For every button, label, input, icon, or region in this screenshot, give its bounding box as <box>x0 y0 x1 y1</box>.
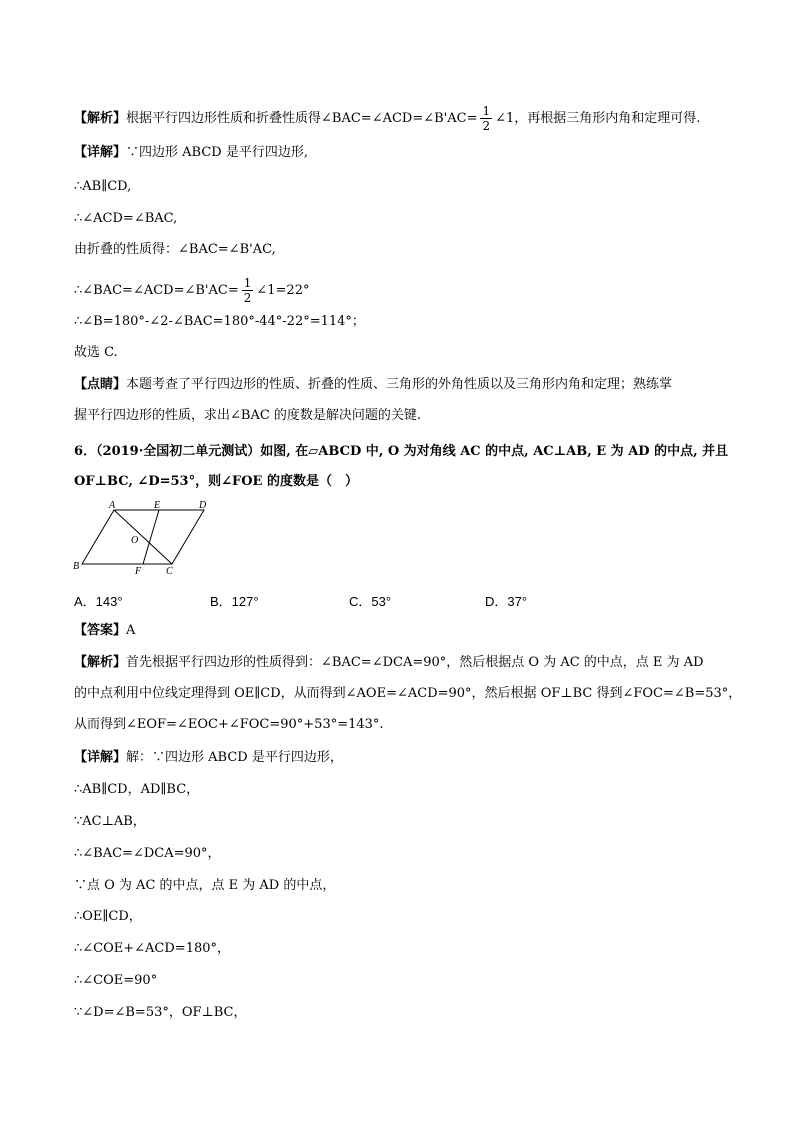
detail-line: ∴∠COE+∠ACD=180°， <box>74 941 231 956</box>
fraction-denominator: 2 <box>482 119 491 133</box>
label-o: O <box>131 535 139 546</box>
comment-label: 【点睛】 <box>74 377 127 392</box>
fraction-denominator: 2 <box>243 291 252 305</box>
question-line: OF⊥BC, ∠D=53°，则∠FOE 的度数是（ ） <box>74 474 358 489</box>
option-value: 37° <box>507 594 528 609</box>
option-d <box>485 591 527 610</box>
option-letter: C． <box>349 594 372 609</box>
detail-line: ∴OE∥CD， <box>74 909 142 924</box>
detail-line: ∵AC⊥AB， <box>74 814 146 829</box>
option-value: 127° <box>231 594 259 609</box>
detail-line: ∴∠COE=90° <box>74 973 158 988</box>
question-line: 6．（2019·全国初二单元测试）如图, 在▱ABCD 中, O 为对角线 AC 的中点, AC⊥AB, E 为 AD 的中点, 并且 <box>74 444 729 459</box>
analysis-label: 【解析】 <box>74 111 127 126</box>
detail-line <box>74 749 343 767</box>
option-c <box>349 591 391 610</box>
detail-text-pre: ∴∠BAC=∠ACD=∠B'AC= <box>74 283 239 298</box>
option-a <box>74 591 123 610</box>
label-d: D <box>199 500 207 511</box>
analysis-text-pre: 根据平行四边形性质和折叠性质得∠BAC=∠ACD=∠B'AC= <box>126 111 478 126</box>
comment-line: 握平行四边形的性质，求出∠BAC 的度数是解决问题的关键. <box>74 408 422 423</box>
label-b: B <box>73 561 80 572</box>
fraction-half <box>242 276 254 305</box>
option-letter: A． <box>74 594 96 609</box>
answer-options <box>74 591 674 609</box>
detail-line: ∵∠D=∠B=53°，OF⊥BC， <box>74 1005 247 1020</box>
detail-text: ∵四边形 ABCD 是平行四边形, <box>126 145 308 160</box>
label-c: C <box>166 566 173 577</box>
answer-line <box>74 622 135 640</box>
detail-label: 【详解】 <box>74 145 127 160</box>
analysis-line: 从而得到∠EOF=∠EOC+∠FOC=90°+53°=143°. <box>74 717 384 732</box>
option-value: 53° <box>371 594 392 609</box>
analysis-text-post: ∠1，再根据三角形内角和定理可得. <box>495 111 701 126</box>
label-f: F <box>135 566 142 577</box>
detail-line: ∴∠B=180°-∠2-∠BAC=180°-44°-22°=114°； <box>74 314 365 329</box>
detail-line: ∴AB∥CD，AD∥BC， <box>74 782 200 797</box>
label-a: A <box>109 500 116 511</box>
detail-text-post: ∠1=22° <box>256 283 310 298</box>
option-value: 143° <box>95 594 123 609</box>
analysis-line <box>74 104 700 133</box>
parallelogram-figure <box>68 500 218 580</box>
option-letter: B． <box>210 594 232 609</box>
diagonal-ac <box>114 510 172 564</box>
comment-line <box>74 376 672 394</box>
option-letter: D． <box>485 594 508 609</box>
analysis-line <box>74 654 704 672</box>
segment-ef <box>143 510 159 564</box>
detail-line: 故选 C. <box>74 345 118 360</box>
detail-line: ∵点 O 为 AC 的中点，点 E 为 AD 的中点， <box>74 878 336 893</box>
analysis-text: 首先根据平行四边形的性质得到：∠BAC=∠DCA=90°，然后根据点 O 为 AC 的中点，点 E 为 AD <box>126 655 704 670</box>
fraction-numerator: 1 <box>243 276 252 290</box>
detail-line: 由折叠的性质得：∠BAC=∠B'AC, <box>74 242 276 257</box>
option-b <box>210 591 259 610</box>
detail-line: ∴∠ACD=∠BAC, <box>74 211 178 226</box>
analysis-line: 的中点利用中位线定理得到 OE∥CD，从而得到∠AOE=∠ACD=90°，然后根据 OF⊥BC 得到∠FOC=∠B=53°， <box>74 686 742 701</box>
detail-line: ∴AB∥CD, <box>74 179 132 194</box>
label-e: E <box>154 500 161 511</box>
answer-label: 【答案】 <box>74 623 127 638</box>
detail-line <box>74 144 308 162</box>
detail-label: 【详解】 <box>74 750 127 765</box>
detail-line: ∴∠BAC=∠DCA=90°， <box>74 846 221 861</box>
fraction-numerator: 1 <box>482 104 491 118</box>
comment-text: 本题考查了平行四边形的性质、折叠的性质、三角形的外角性质以及三角形内角和定理；熟练掌 <box>126 377 673 392</box>
fraction-half <box>480 104 492 133</box>
answer-value: A <box>126 623 136 638</box>
detail-line <box>74 276 309 305</box>
detail-text: 解：∵四边形 ABCD 是平行四边形， <box>126 750 343 765</box>
analysis-label: 【解析】 <box>74 655 127 670</box>
